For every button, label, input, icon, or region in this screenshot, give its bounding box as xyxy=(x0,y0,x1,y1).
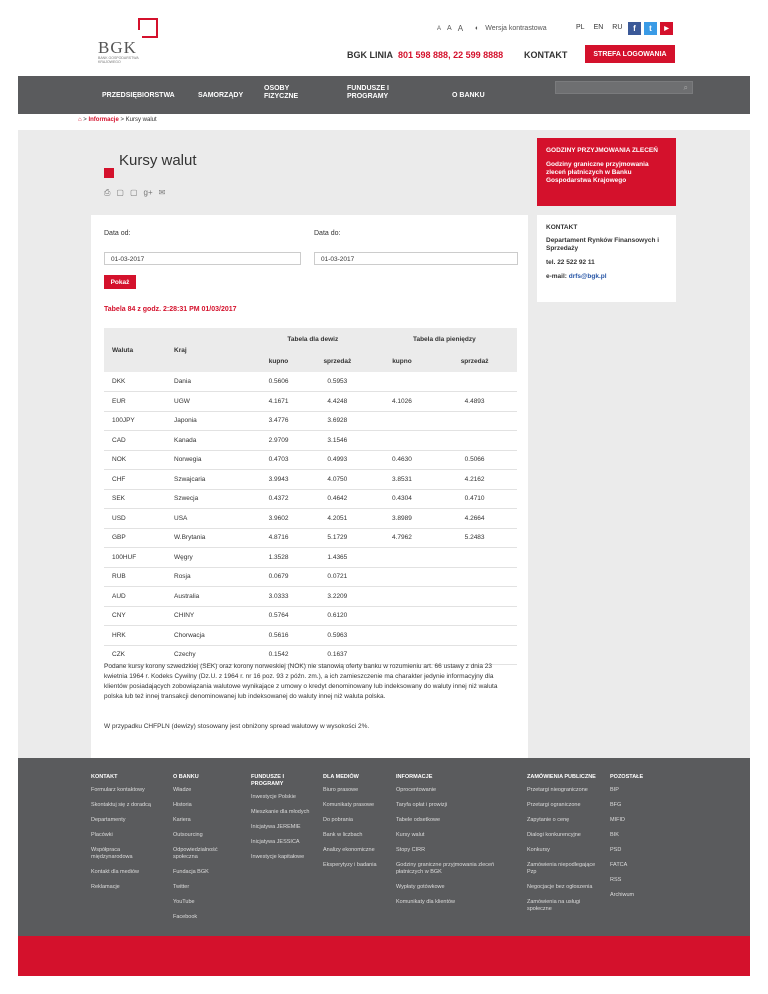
cell-dewiz-buy: 3.9943 xyxy=(254,470,303,490)
cell-currency: CNY xyxy=(104,606,166,626)
disclaimer-text: Podane kursy korony szwedzkiej (SEK) oraz korony norweskiej (NOK) nie stanowią oferty banku w rozumieniu art. 66 ustawy z dnia 23 kwietnia 1964 r. Kodeks Cywilny (Dz.U. z 1964 r. nr 16 poz. 93 z późn. zm.), a ich zamieszczenie ma charakter jedynie informacyjny dla klientów posiadających zobowiązania walutowe wynikające z umowy o kredyt denominowany lub indeksowany do waluty innej niż waluta polska lub też innej transakcji denominowanej lub indeksowanej do waluty innej niż waluta polska. xyxy=(104,663,498,700)
date-to-input[interactable]: 01-03-2017 xyxy=(314,252,518,265)
footer-link[interactable]: Stopy CIRR xyxy=(396,847,426,853)
footer-link[interactable]: YouTube xyxy=(173,899,195,905)
cell-cash-sell xyxy=(432,567,517,587)
cell-dewiz-buy: 1.3528 xyxy=(254,548,303,568)
title-box xyxy=(91,138,528,208)
date-from-label: Data od: xyxy=(104,230,131,237)
footer-link[interactable]: Dialogi konkurencyjne xyxy=(527,832,581,838)
table-row xyxy=(104,411,517,431)
cell-dewiz-sell: 0.0721 xyxy=(303,567,372,587)
footer-column xyxy=(91,774,161,899)
th-currency: Waluta xyxy=(104,328,166,372)
cell-dewiz-sell: 3.6928 xyxy=(303,411,372,431)
breadcrumb-informacje[interactable]: Informacje xyxy=(88,117,119,123)
table-row xyxy=(104,509,517,529)
cell-currency: EUR xyxy=(104,392,166,412)
footer-column-title: INFORMACJE xyxy=(396,774,433,780)
footer-link[interactable]: Wypłaty gotówkowe xyxy=(396,884,445,890)
bgk-logo[interactable] xyxy=(94,18,184,70)
cell-cash-buy xyxy=(372,606,433,626)
cell-country: Węgry xyxy=(166,548,254,568)
th-sell: sprzedaż xyxy=(432,350,517,372)
th-country: Kraj xyxy=(166,328,254,372)
footer-column xyxy=(396,774,516,914)
table-row xyxy=(104,489,517,509)
cell-cash-sell: 4.4893 xyxy=(432,392,517,412)
cell-dewiz-buy: 3.9602 xyxy=(254,509,303,529)
table-row xyxy=(104,528,517,548)
cell-dewiz-buy: 0.5606 xyxy=(254,372,303,392)
table-row xyxy=(104,626,517,646)
cell-cash-sell xyxy=(432,431,517,451)
logo-subtitle: BANK GOSPODARSTWA KRAJOWEGO xyxy=(98,56,139,64)
th-buy: kupno xyxy=(372,350,433,372)
cell-cash-buy: 3.8989 xyxy=(372,509,433,529)
search-input[interactable] xyxy=(555,81,693,94)
table-row xyxy=(104,548,517,568)
cell-dewiz-sell: 0.4993 xyxy=(303,450,372,470)
cell-cash-sell xyxy=(432,606,517,626)
footer-link[interactable]: Bank w liczbach xyxy=(323,832,363,838)
footer-link[interactable]: Władze xyxy=(173,787,192,793)
nav-fundusze[interactable]: FUNDUSZE I PROGRAMY xyxy=(347,85,389,100)
th-pieniadze: Tabela dla pieniędzy xyxy=(372,328,517,350)
search-icon[interactable]: ⌕ xyxy=(683,83,688,92)
facebook-share-icon[interactable]: ▢ xyxy=(116,188,124,197)
spread-note: W przypadku CHFPLN (dewizy) stosowany jest obniżony spread walutowy w wysokości 2%. xyxy=(104,723,370,730)
font-size-small-button[interactable]: A xyxy=(437,25,442,32)
cell-country: Chorwacja xyxy=(166,626,254,646)
cell-cash-sell: 5.2483 xyxy=(432,528,517,548)
cell-dewiz-sell: 4.2051 xyxy=(303,509,372,529)
footer-column-title: O BANKU xyxy=(173,774,199,780)
footer-link[interactable]: Kursy walut xyxy=(396,832,425,838)
cell-cash-buy xyxy=(372,548,433,568)
cell-currency: USD xyxy=(104,509,166,529)
page-title: Kursy walut xyxy=(119,152,197,169)
nav-przedsiebiorstwa[interactable]: PRZEDSIĘBIORSTWA xyxy=(102,92,175,99)
footer-link[interactable]: Konkursy xyxy=(527,847,550,853)
cell-country: Szwajcaria xyxy=(166,470,254,490)
hotline: BGK LINIA 801 598 888, 22 599 8888 xyxy=(347,50,504,60)
cell-dewiz-sell: 0.1637 xyxy=(303,645,372,665)
youtube-icon[interactable]: ▶ xyxy=(660,22,673,35)
th-sell: sprzedaż xyxy=(303,350,372,372)
footer-link[interactable]: Taryfa opłat i prowizji xyxy=(396,802,448,808)
footer-link[interactable]: Inwestycje Polskie xyxy=(251,794,296,800)
cell-dewiz-buy: 0.5616 xyxy=(254,626,303,646)
phone: tel. 22 522 92 11 xyxy=(546,259,595,266)
login-zone-button[interactable]: STREFA LOGOWANIA xyxy=(585,45,675,63)
footer-link[interactable]: PSD xyxy=(610,847,622,853)
kontakt-link[interactable]: KONTAKT xyxy=(524,50,568,60)
lang-en[interactable]: EN xyxy=(593,24,604,31)
nav-osoby-fizyczne[interactable]: OSOBY FIZYCZNE xyxy=(264,85,299,100)
cell-currency: NOK xyxy=(104,450,166,470)
footer-link[interactable]: Inicjatywa JESSICA xyxy=(251,839,300,845)
contrast-icon: ◐ xyxy=(475,25,480,32)
show-button[interactable]: Pokaż xyxy=(104,275,136,289)
footer-link[interactable]: Komunikaty prasowe xyxy=(323,802,375,808)
table-row xyxy=(104,606,517,626)
cell-dewiz-buy: 3.0333 xyxy=(254,587,303,607)
cell-dewiz-buy: 0.1542 xyxy=(254,645,303,665)
breadcrumb-current: Kursy walut xyxy=(125,117,157,123)
cell-cash-buy: 4.7962 xyxy=(372,528,433,548)
cell-cash-buy xyxy=(372,587,433,607)
cell-cash-buy: 0.4304 xyxy=(372,489,433,509)
th-buy: kupno xyxy=(254,350,303,372)
footer-link[interactable]: Odpowiedzialność społeczna xyxy=(173,847,218,860)
linkedin-share-icon[interactable]: ▢ xyxy=(129,188,138,197)
cell-dewiz-buy: 0.5764 xyxy=(254,606,303,626)
footer-link[interactable]: BIK xyxy=(610,832,619,838)
cell-currency: 100JPY xyxy=(104,411,166,431)
th-dewiz: Tabela dla dewiz xyxy=(254,328,372,350)
footer-link[interactable]: Przetargi nieograniczone xyxy=(527,787,588,793)
table-row xyxy=(104,567,517,587)
footer-link[interactable]: Godziny graniczne przyjmowania zleceń płatniczych w BGK xyxy=(396,862,495,875)
footer-link[interactable]: Departamenty xyxy=(91,817,126,823)
footer-link[interactable]: RSS xyxy=(610,877,622,883)
footer-link[interactable]: Fundacja BGK xyxy=(173,869,209,875)
footer-link[interactable]: BIP xyxy=(610,787,619,793)
cell-country: Australia xyxy=(166,587,254,607)
cell-cash-buy xyxy=(372,372,433,392)
cell-country: Japonia xyxy=(166,411,254,431)
main-content xyxy=(91,215,528,758)
font-size-medium-button[interactable]: A xyxy=(447,25,452,32)
contact-title: KONTAKT xyxy=(546,224,578,231)
cell-cash-sell xyxy=(432,626,517,646)
footer-link[interactable]: Biuro prasowe xyxy=(323,787,359,793)
cell-cash-buy: 0.4630 xyxy=(372,450,433,470)
cell-dewiz-sell: 5.1729 xyxy=(303,528,372,548)
cell-cash-sell xyxy=(432,548,517,568)
footer-link[interactable]: Inwestycje kapitałowe xyxy=(251,854,305,860)
title-accent xyxy=(104,168,114,178)
footer-link[interactable]: Zamówienia niepodlegające Pzp xyxy=(527,862,596,875)
table-row xyxy=(104,431,517,451)
footer-link[interactable]: Do pobrania xyxy=(323,817,353,823)
cell-cash-sell xyxy=(432,587,517,607)
footer-link[interactable]: MIFID xyxy=(610,817,625,823)
footer-red-band xyxy=(18,936,750,976)
cell-currency: AUD xyxy=(104,587,166,607)
cell-dewiz-sell: 0.5963 xyxy=(303,626,372,646)
footer-column xyxy=(610,774,670,907)
nav-samorzady[interactable]: SAMORZĄDY xyxy=(198,92,244,99)
main-nav xyxy=(18,76,750,114)
twitter-icon[interactable]: t xyxy=(644,22,657,35)
share-tools xyxy=(104,188,165,198)
footer-link[interactable]: BFG xyxy=(610,802,622,808)
cell-cash-sell: 0.5066 xyxy=(432,450,517,470)
footer-link[interactable]: Przetargi ograniczone xyxy=(527,802,581,808)
cell-dewiz-sell: 0.6120 xyxy=(303,606,372,626)
footer-link[interactable]: Mieszkanie dla młodych xyxy=(251,809,310,815)
facebook-icon[interactable]: f xyxy=(628,22,641,35)
footer-link[interactable]: Tabele odsetkowe xyxy=(396,817,441,823)
googleplus-share-icon[interactable]: g+ xyxy=(143,188,153,197)
nav-o-banku[interactable]: O BANKU xyxy=(452,92,485,99)
hours-box[interactable] xyxy=(537,138,676,206)
cell-currency: SEK xyxy=(104,489,166,509)
cell-dewiz-sell: 4.0750 xyxy=(303,470,372,490)
footer-link[interactable]: Kontakt dla mediów xyxy=(91,869,139,875)
contrast-link[interactable]: Wersja kontrastowa xyxy=(485,25,547,32)
footer-link[interactable]: Analizy ekonomiczne xyxy=(323,847,375,853)
cell-cash-buy xyxy=(372,411,433,431)
footer-column xyxy=(173,774,239,929)
cell-cash-sell: 4.2162 xyxy=(432,470,517,490)
cell-dewiz-sell: 1.4365 xyxy=(303,548,372,568)
hours-text[interactable]: Godziny graniczne przyjmowania zleceń płatniczych w Banku Gospodarstwa Krajowego xyxy=(546,161,649,184)
table-row xyxy=(104,372,517,392)
cell-currency: GBP xyxy=(104,528,166,548)
cell-country: Kanada xyxy=(166,431,254,451)
cell-country: Dania xyxy=(166,372,254,392)
footer-column-title: ZAMÓWIENIA PUBLICZNE xyxy=(527,774,596,780)
cell-currency: CZK xyxy=(104,645,166,665)
home-icon[interactable]: ⌂ xyxy=(78,117,82,123)
date-from-input[interactable]: 01-03-2017 xyxy=(104,252,301,265)
cell-country: Norwegia xyxy=(166,450,254,470)
cell-dewiz-sell: 0.4642 xyxy=(303,489,372,509)
cell-cash-buy: 4.1026 xyxy=(372,392,433,412)
footer-column-title: POZOSTAŁE xyxy=(610,774,644,780)
cell-dewiz-sell: 3.1546 xyxy=(303,431,372,451)
cell-dewiz-sell: 4.4248 xyxy=(303,392,372,412)
hotline-numbers[interactable]: 801 598 888, 22 599 8888 xyxy=(398,50,504,60)
cell-dewiz-buy: 0.4703 xyxy=(254,450,303,470)
footer-link[interactable]: Outsourcing xyxy=(173,832,203,838)
cell-currency: RUB xyxy=(104,567,166,587)
cell-dewiz-buy: 2.9709 xyxy=(254,431,303,451)
table-row xyxy=(104,470,517,490)
footer-link[interactable]: Historia xyxy=(173,802,192,808)
footer-link[interactable]: Kariera xyxy=(173,817,191,823)
footer-link[interactable]: Współpraca międzynarodowa xyxy=(91,847,133,860)
hours-title: GODZINY PRZYJMOWANIA ZLECEŃ xyxy=(546,147,658,154)
cell-country: CHINY xyxy=(166,606,254,626)
footer-column-title: DLA MEDIÓW xyxy=(323,774,359,780)
social-links xyxy=(628,22,673,35)
cell-currency: 100HUF xyxy=(104,548,166,568)
footer-link[interactable]: FATCA xyxy=(610,862,628,868)
cell-cash-buy: 3.8531 xyxy=(372,470,433,490)
lang-pl[interactable]: PL xyxy=(576,24,585,31)
department-name: Departament Rynków Finansowych i Sprzedaży xyxy=(546,237,660,252)
footer-link[interactable]: Archiwum xyxy=(610,892,635,898)
footer-link[interactable]: Facebook xyxy=(173,914,198,920)
cell-country: USA xyxy=(166,509,254,529)
email-share-icon[interactable]: ✉ xyxy=(158,188,166,197)
cell-country: UGW xyxy=(166,392,254,412)
contact-box: KONTAKT Departament Rynków Finansowych i Sprzedaży tel. 22 522 92 11 e-mail: drfs@bgk.pl xyxy=(537,215,676,302)
cell-cash-sell: 4.2664 xyxy=(432,509,517,529)
footer-column xyxy=(323,774,383,877)
email-link[interactable]: drfs@bgk.pl xyxy=(568,273,607,280)
cell-dewiz-buy: 0.0679 xyxy=(254,567,303,587)
cell-currency: CHF xyxy=(104,470,166,490)
footer-link[interactable]: Reklamacje xyxy=(91,884,120,890)
footer-link[interactable]: Zamówienia na usługi społeczne xyxy=(527,899,581,912)
footer-link[interactable]: Eksperytyzy i badania xyxy=(323,862,377,868)
cell-currency: DKK xyxy=(104,372,166,392)
table-caption: Tabela 84 z godz. 2:28:31 PM 01/03/2017 xyxy=(104,306,237,313)
cell-currency: CAD xyxy=(104,431,166,451)
cell-cash-sell xyxy=(432,372,517,392)
footer-link[interactable]: Twitter xyxy=(173,884,190,890)
cell-cash-sell xyxy=(432,411,517,431)
footer-link[interactable]: Zapytanie o cenę xyxy=(527,817,570,823)
print-icon[interactable]: ⎙ xyxy=(104,188,111,197)
cell-country: W.Brytania xyxy=(166,528,254,548)
footer-link[interactable]: Placówki xyxy=(91,832,113,838)
language-switcher xyxy=(576,24,622,31)
cell-country: Czechy xyxy=(166,645,254,665)
breadcrumb: ⌂ > Informacje > Kursy walut xyxy=(18,114,750,130)
cell-dewiz-sell: 0.5953 xyxy=(303,372,372,392)
cell-cash-sell: 0.4710 xyxy=(432,489,517,509)
footer-link[interactable]: Komunikaty dla klientów xyxy=(396,899,456,905)
rates-table xyxy=(104,328,517,665)
footer-link[interactable]: Skontaktuj się z doradcą xyxy=(91,802,151,808)
footer-link[interactable]: Negocjacje bez ogłoszenia xyxy=(527,884,593,890)
table-row xyxy=(104,392,517,412)
lang-ru[interactable]: RU xyxy=(612,24,623,31)
cell-dewiz-buy: 4.8716 xyxy=(254,528,303,548)
cell-country: Rosja xyxy=(166,567,254,587)
cell-dewiz-sell: 3.2209 xyxy=(303,587,372,607)
cell-cash-buy xyxy=(372,567,433,587)
cell-cash-buy xyxy=(372,431,433,451)
cell-dewiz-buy: 4.1671 xyxy=(254,392,303,412)
cell-dewiz-buy: 0.4372 xyxy=(254,489,303,509)
footer-link[interactable]: Inicjatywa JEREMIE xyxy=(251,824,301,830)
footer-column xyxy=(527,774,599,921)
footer xyxy=(18,758,750,936)
cell-country: Szwecja xyxy=(166,489,254,509)
date-to-label: Data do: xyxy=(314,230,341,237)
table-row xyxy=(104,450,517,470)
table-row xyxy=(104,587,517,607)
cell-currency: HRK xyxy=(104,626,166,646)
cell-cash-buy xyxy=(372,626,433,646)
footer-column-title: FUNDUSZE I PROGRAMY xyxy=(251,774,284,787)
footer-column-title: KONTAKT xyxy=(91,774,118,780)
logo-text: BGK xyxy=(98,38,137,57)
footer-column xyxy=(251,774,317,869)
footer-link[interactable]: Formularz kontaktowy xyxy=(91,787,145,793)
cell-dewiz-buy: 3.4776 xyxy=(254,411,303,431)
font-size-large-button[interactable]: A xyxy=(457,24,464,33)
footer-link[interactable]: Oprocentowanie xyxy=(396,787,437,793)
